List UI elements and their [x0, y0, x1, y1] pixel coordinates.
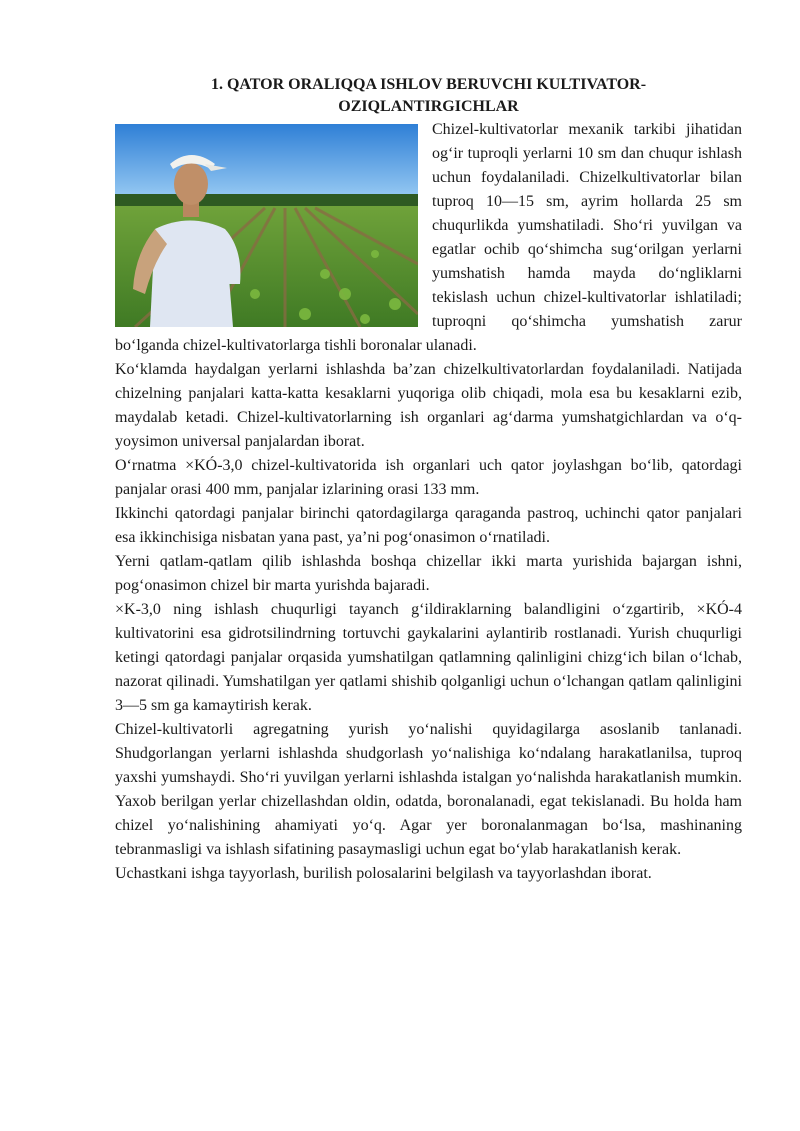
paragraph: Yerni qatlam-qatlam qilib ishlashda boshqa chizellar ikki marta yurishida bajargan ishni, pog‘onasimon chizel bir marta yurishda bajaradi.	[115, 553, 742, 594]
paragraph: Ko‘klamda haydalgan yerlarni ishlashda ba’zan chizelkultivatorlardan foydalaniladi. Natijada chizelning panjalari katta-katta kesaklarni yuqoriga olib chiqadi, mola esa bu kesaklarni ezib, maydalab ketadi. Chizel-kultivatorlarning ish organlari ag‘darma yumshatgichlardan va o‘q-yoysimon universal panjalardan iborat.	[115, 361, 742, 450]
paragraph: Chizel-kultivatorlar mexanik tarkibi jihatidan og‘ir tuproqli yerlarni 10 sm dan chuqur ishlash uchun foydalaniladi. Chizelkultivatorlar bilan tuproq 10—15 sm, ayrim hollarda 25 sm chuqurlikda yumshatiladi. Sho‘ri yuvilgan va egatlar ochib qo‘shimcha sug‘orilgan yerlarni yumshatish hamda mayda do‘ngliklarni tekislash uchun chizel-kultivatorlar ishlatiladi; tuproqni qo‘shimcha yumshatish zarur bo‘lganda chizel-kultivatorlarga tishli boronalar ulanadi.	[115, 121, 742, 354]
paragraph: Ikkinchi qatordagi panjalar birinchi qatordagilarga qaraganda pastroq, uchinchi qator panjalari esa ikkinchisiga nisbatan yana past, ya’ni pog‘onasimon o‘rnatiladi.	[115, 505, 742, 546]
paragraph: ×K-3,0 ning ishlash chuqurligi tayanch g‘ildiraklarning balandligini o‘zgartirib, ×KÓ-4 kultivatorini esa gidrotsilindrning tortuvchi gaykalarini aylantirib rostlanadi. Yurish chuqurligi ketingi qatordagi panjalar orqasida yumshatilgan qatlamning qalinligini chizg‘ich bilan o‘lchab, nazorat qilinadi. Yumshatilgan yer qatlami shishib qolganligi uchun o‘lchangan qatlam qalinligini 3—5 sm ga kamaytirish kerak.	[115, 601, 742, 714]
paragraph: O‘rnatma ×KÓ-3,0 chizel-kultivatorida ish organlari uch qator joylashgan bo‘lib, qatordagi panjalar orasi 400 mm, panjalar izlarining orasi 133 mm.	[115, 457, 742, 498]
cotton-field-farmer-photo	[115, 124, 418, 327]
paragraph: Uchastkani ishga tayyorlash, burilish polosalarini belgilash va tayyorlashdan iborat.	[115, 865, 652, 882]
section-title: 1. QATOR ORALIQQA ISHLOV BERUVCHI KULTIVATOR-OZIQLANTIRGICHLAR	[210, 76, 647, 115]
paragraph: Chizel-kultivatorli agregatning yurish yo‘nalishi quyidagilarga asoslanib tanlanadi. Shudgorlangan yerlarni ishlashda shudgorlash yo‘nalishiga ko‘ndalang harakatlanilsa, tuproq yaxshi yumshaydi. Sho‘ri yuvilgan yerlarni ishlashda istalgan yo‘nalishda harakatlanish mumkin. Yaxob berilgan yerlar chizellashdan oldin, odatda, boronalanadi, egat tekislanadi. Bu holda ham chizel yo‘nalishining ahamiyati yo‘q. Agar yer boronalanmagan bo‘lsa, mashinaning tebranmasligi va ishlash sifatining pasaymasligi uchun egat bo‘ylab harakatlanish kerak.	[115, 721, 742, 858]
document-page	[115, 74, 742, 886]
